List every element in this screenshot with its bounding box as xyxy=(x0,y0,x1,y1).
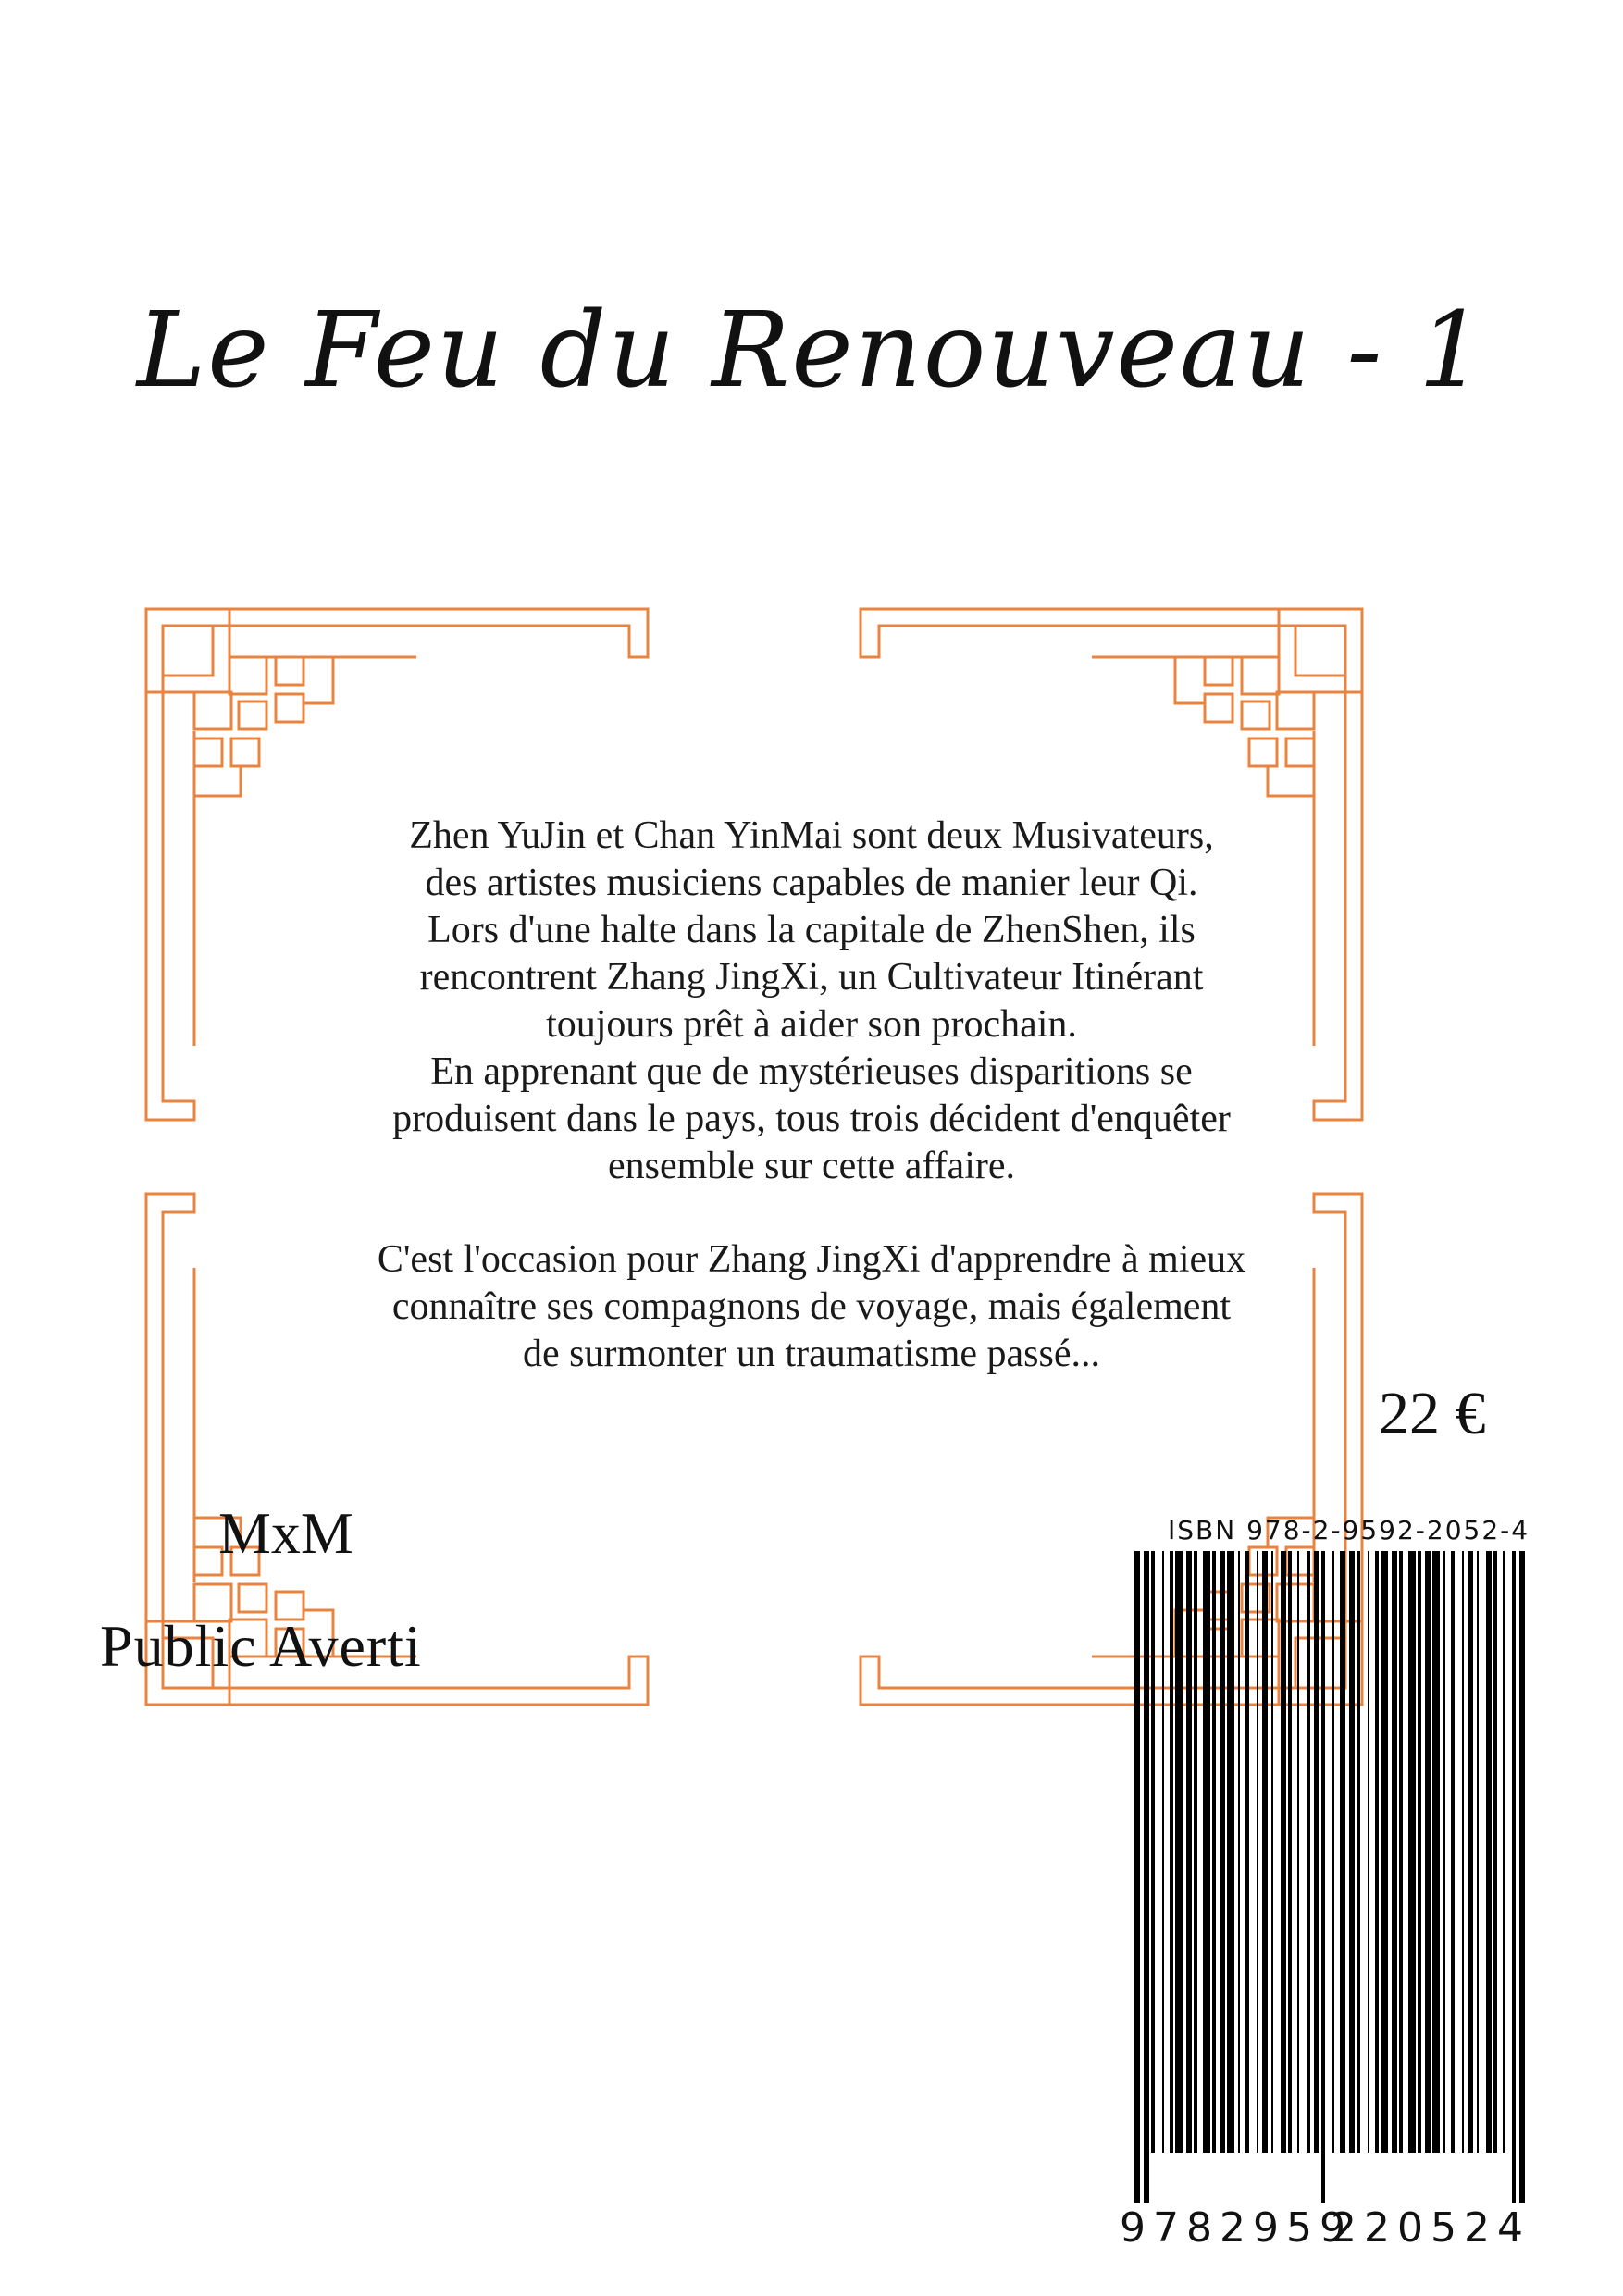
barcode-bar xyxy=(1503,1551,1505,2153)
barcode-bar xyxy=(1186,1551,1192,2153)
barcode-bar xyxy=(1357,1551,1360,2153)
book-title: Le Feu du Renouveau - 1 xyxy=(136,291,1487,411)
barcode-bar xyxy=(1512,1551,1516,2203)
barcode-bar xyxy=(1443,1551,1445,2153)
barcode-bar xyxy=(1462,1551,1464,2153)
barcode-image xyxy=(1133,1551,1525,2204)
publisher-label: MxM xyxy=(218,1500,353,1566)
barcode-bar xyxy=(1297,1551,1299,2153)
barcode-left-digits: 782959 xyxy=(1153,2204,1353,2252)
blurb-line: des artistes musiciens capables de manier leur Qi. xyxy=(425,862,1198,904)
barcode-bar xyxy=(1486,1551,1492,2153)
barcode-bar xyxy=(1340,1551,1345,2153)
audience-label: Public Averti xyxy=(100,1613,422,1679)
barcode-bar xyxy=(1271,1551,1273,2153)
blurb-line: toujours prêt à aider son prochain. xyxy=(546,1003,1077,1046)
blurb-line: Zhen YuJin et Chan YinMai sont deux Musivateurs, xyxy=(409,814,1214,857)
barcode-bar xyxy=(1392,1551,1397,2153)
barcode-bar xyxy=(1321,1551,1325,2203)
blurb-line: rencontrent Zhang JingXi, un Cultivateur Itinérant xyxy=(419,956,1204,999)
barcode-bar xyxy=(1257,1551,1258,2153)
barcode-bar xyxy=(1468,1551,1473,2153)
blurb-line: ensemble sur cette affaire. xyxy=(608,1145,1015,1187)
barcode-bar xyxy=(1144,1551,1149,2203)
barcode-bar xyxy=(1381,1551,1388,2153)
barcode-bar xyxy=(1212,1551,1216,2153)
barcode-bar xyxy=(1151,1551,1155,2153)
barcode-bar xyxy=(1238,1551,1240,2153)
barcode-bar xyxy=(1477,1551,1479,2153)
barcode-bar xyxy=(1262,1551,1268,2153)
barcode-bar xyxy=(1170,1551,1173,2153)
barcode-bar xyxy=(1349,1551,1355,2153)
barcode-bar xyxy=(1418,1551,1421,2153)
barcode-bar xyxy=(1203,1551,1210,2153)
barcode-bar xyxy=(1375,1551,1379,2153)
blurb-line: connaître ses compagnons de voyage, mais également xyxy=(391,1285,1232,1328)
barcode-bar xyxy=(1288,1551,1292,2153)
barcode-bar xyxy=(1162,1551,1164,2153)
barcode-bar xyxy=(1314,1551,1319,2153)
blurb-line: produisent dans le pays, tous trois décident d'enquêter xyxy=(392,1098,1231,1140)
isbn-label: ISBN 978-2-9592-2052-4 xyxy=(1168,1515,1530,1545)
barcode-bar xyxy=(1307,1551,1310,2153)
barcode-bar xyxy=(1432,1551,1440,2153)
barcode-bar xyxy=(1175,1551,1183,2153)
barcode-right-digits: 220524 xyxy=(1331,2204,1530,2252)
barcode-bar xyxy=(1245,1551,1249,2153)
barcode-bar xyxy=(1134,1551,1140,2203)
barcode-bar xyxy=(1220,1551,1225,2153)
barcode-bar xyxy=(1519,1551,1525,2203)
barcode-bar xyxy=(1332,1551,1334,2153)
blurb-line: Lors d'une halte dans la capitale de ZhenShen, ils xyxy=(427,909,1196,951)
barcode-first-digit: 9 xyxy=(1120,2204,1146,2252)
barcode-bar xyxy=(1408,1551,1416,2153)
barcode-bar xyxy=(1425,1551,1431,2153)
paragraph-gap xyxy=(250,1190,1373,1236)
blurb-line: C'est l'occasion pour Zhang JingXi d'apprendre à mieux xyxy=(377,1238,1246,1281)
blurb-line: En apprenant que de mystérieuses disparitions se xyxy=(430,1050,1193,1093)
blurb-line: de surmonter un traumatisme passé... xyxy=(522,1333,1100,1375)
price-label: 22 € xyxy=(1379,1380,1486,1447)
back-cover-blurb xyxy=(250,813,1373,1378)
barcode-bar xyxy=(1227,1551,1234,2153)
barcode-bar xyxy=(1281,1551,1286,2153)
barcode-bar xyxy=(1194,1551,1197,2153)
barcode-bar xyxy=(1451,1551,1455,2153)
barcode-bar xyxy=(1399,1551,1403,2153)
barcode-bar xyxy=(1368,1551,1369,2153)
barcode-bar xyxy=(1493,1551,1497,2153)
